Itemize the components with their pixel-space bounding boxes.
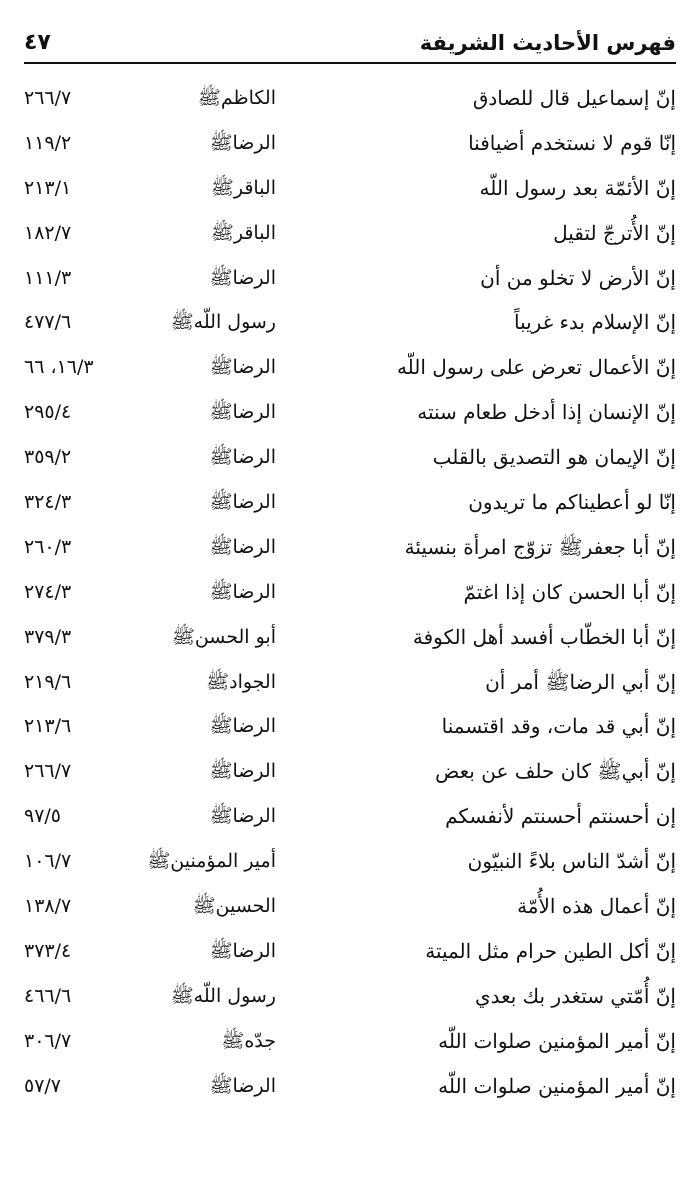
- volume-page-reference: ٢٧٤/٣: [24, 580, 72, 603]
- volume-page-reference: ٣٠٦/٧: [24, 1029, 72, 1052]
- page-number: ٤٧: [24, 30, 51, 55]
- hadith-opening-text: إنّ أشدّ الناس بلاءً النبيّون: [467, 849, 676, 874]
- hadith-opening-text: إنّ الأُترجّ لتقيل: [553, 220, 676, 245]
- volume-page-reference: ٢٩٥/٤: [24, 401, 72, 424]
- narrator-name: الكاظمﷺ: [197, 87, 276, 109]
- index-row: [24, 839, 676, 884]
- narrator-name: الرضاﷺ: [209, 446, 276, 469]
- volume-page-reference: ١١١/٣: [24, 266, 72, 289]
- index-row: [24, 166, 676, 211]
- volume-page-reference: ٣٧٩/٣: [24, 625, 72, 648]
- narrator-name: أمير المؤمنينﷺ: [147, 850, 276, 873]
- hadith-opening-text: إنّا لو أعطيناكم ما تريدون: [468, 490, 676, 515]
- volume-page-reference: ٣٢٤/٣: [24, 491, 72, 514]
- hadith-opening-text: إنّ الأئمّة بعد رسول اللّه: [479, 175, 676, 200]
- hadith-opening-text: إنّ أبا الخطّاب أفسد أهل الكوفة: [412, 624, 676, 649]
- narrator-name: جدّهﷺ: [221, 1029, 276, 1052]
- volume-page-reference: ٣٥٩/٢: [24, 446, 72, 469]
- volume-page-reference: ٢٦٦/٧: [24, 760, 72, 783]
- narrator-name: الرضاﷺ: [209, 939, 276, 962]
- volume-page-reference: ١١٩/٢: [24, 131, 72, 154]
- index-row: [24, 256, 676, 301]
- index-row: [24, 480, 676, 525]
- volume-page-reference: ٢٦٦/٧: [24, 87, 72, 109]
- hadith-opening-text: إنّ الأرض لا تخلو من أن: [480, 265, 676, 290]
- narrator-name: الباقرﷺ: [210, 221, 276, 244]
- index-row: [24, 121, 676, 166]
- hadith-opening-text: إنّ إسماعيل قال للصادق: [472, 86, 676, 110]
- volume-page-reference: ١٨٢/٧: [24, 221, 72, 244]
- narrator-name: الرضاﷺ: [209, 805, 276, 828]
- volume-page-reference: ٢١٣/٦: [24, 715, 72, 738]
- volume-page-reference: ١٣٨/٧: [24, 895, 72, 918]
- narrator-name: الرضاﷺ: [209, 266, 276, 289]
- narrator-name: الرضاﷺ: [209, 715, 276, 738]
- index-row: [24, 1064, 676, 1109]
- hadith-opening-text: إنّ أبي الرضاﷺ أمر أن: [485, 669, 676, 694]
- narrator-name: الباقرﷺ: [210, 176, 276, 199]
- narrator-name: الرضاﷺ: [209, 356, 276, 379]
- narrator-name: رسول اللّهﷺ: [170, 311, 276, 334]
- volume-page-reference: ٤٦٦/٦: [24, 984, 72, 1007]
- index-row: [24, 570, 676, 615]
- hadith-opening-text: إنّ أبي قد مات، وقد اقتسمنا: [441, 714, 676, 739]
- narrator-name: الرضاﷺ: [209, 760, 276, 783]
- volume-page-reference: ٥٧/٧: [24, 1074, 62, 1097]
- index-row: [24, 345, 676, 390]
- narrator-name: الرضاﷺ: [209, 580, 276, 603]
- volume-page-reference: ٩٧/٥: [24, 805, 62, 828]
- hadith-opening-text: إنّ الإيمان هو التصديق بالقلب: [432, 445, 676, 470]
- narrator-name: الرضاﷺ: [209, 1074, 276, 1097]
- narrator-name: الرضاﷺ: [209, 535, 276, 558]
- hadith-opening-text: إنّ أمير المؤمنين صلوات اللّه: [438, 1073, 676, 1098]
- index-row: [24, 794, 676, 839]
- page-header: [24, 18, 676, 64]
- hadith-opening-text: إنّ أمير المؤمنين صلوات اللّه: [438, 1028, 676, 1053]
- hadith-opening-text: إنّ أبيﷺ كان حلف عن بعض: [435, 759, 676, 784]
- index-row: [24, 929, 676, 974]
- narrator-name: الرضاﷺ: [209, 491, 276, 514]
- narrator-name: الرضاﷺ: [209, 131, 276, 154]
- hadith-opening-text: إنّ أُمّتي ستغدر بك بعدي: [474, 983, 676, 1008]
- volume-page-reference: ١٦/٣، ٦٦: [24, 356, 94, 379]
- page-title: فهرس الأحاديث الشريفة: [419, 31, 676, 55]
- index-row: [24, 749, 676, 794]
- index-row: [24, 615, 676, 660]
- index-row: [24, 211, 676, 256]
- hadith-opening-text: إنّ الإنسان إذا أدخل طعام سنته: [417, 400, 676, 425]
- narrator-name: الجوادﷺ: [206, 670, 276, 693]
- hadith-opening-text: إنّ أبا الحسن كان إذا اغتمّ: [463, 579, 676, 604]
- hadith-index-list: [24, 76, 676, 1108]
- hadith-opening-text: إن أحسنتم أحسنتم لأنفسكم: [445, 804, 676, 829]
- index-row: [24, 435, 676, 480]
- volume-page-reference: ٢١٣/١: [24, 176, 72, 199]
- hadith-opening-text: إنّ أكل الطين حرام مثل الميتة: [425, 938, 676, 963]
- hadith-opening-text: إنّ الإسلام بدء غريباً: [513, 310, 676, 335]
- index-row: [24, 76, 676, 121]
- narrator-name: الرضاﷺ: [209, 401, 276, 424]
- index-row: [24, 525, 676, 570]
- volume-page-reference: ٢٦٠/٣: [24, 535, 72, 558]
- index-row: [24, 884, 676, 929]
- narrator-name: رسول اللّهﷺ: [170, 984, 276, 1007]
- index-row: [24, 390, 676, 435]
- index-row: [24, 1019, 676, 1064]
- hadith-opening-text: إنّ أبا جعفرﷺ تزوّج امرأة بنسيئة: [404, 534, 676, 559]
- index-row: [24, 660, 676, 705]
- index-row: [24, 974, 676, 1019]
- volume-page-reference: ٢١٩/٦: [24, 670, 72, 693]
- narrator-name: أبو الحسنﷺ: [171, 625, 276, 648]
- index-row: [24, 704, 676, 749]
- volume-page-reference: ٣٧٣/٤: [24, 939, 72, 962]
- hadith-opening-text: إنّ أعمال هذه الأُمّة: [517, 894, 676, 919]
- index-row: [24, 300, 676, 345]
- volume-page-reference: ١٠٦/٧: [24, 850, 72, 873]
- volume-page-reference: ٤٧٧/٦: [24, 311, 72, 334]
- hadith-opening-text: إنّ الأعمال تعرض على رسول اللّه: [396, 355, 676, 380]
- narrator-name: الحسينﷺ: [192, 895, 276, 918]
- hadith-opening-text: إنّا قوم لا نستخدم أضيافنا: [468, 130, 676, 155]
